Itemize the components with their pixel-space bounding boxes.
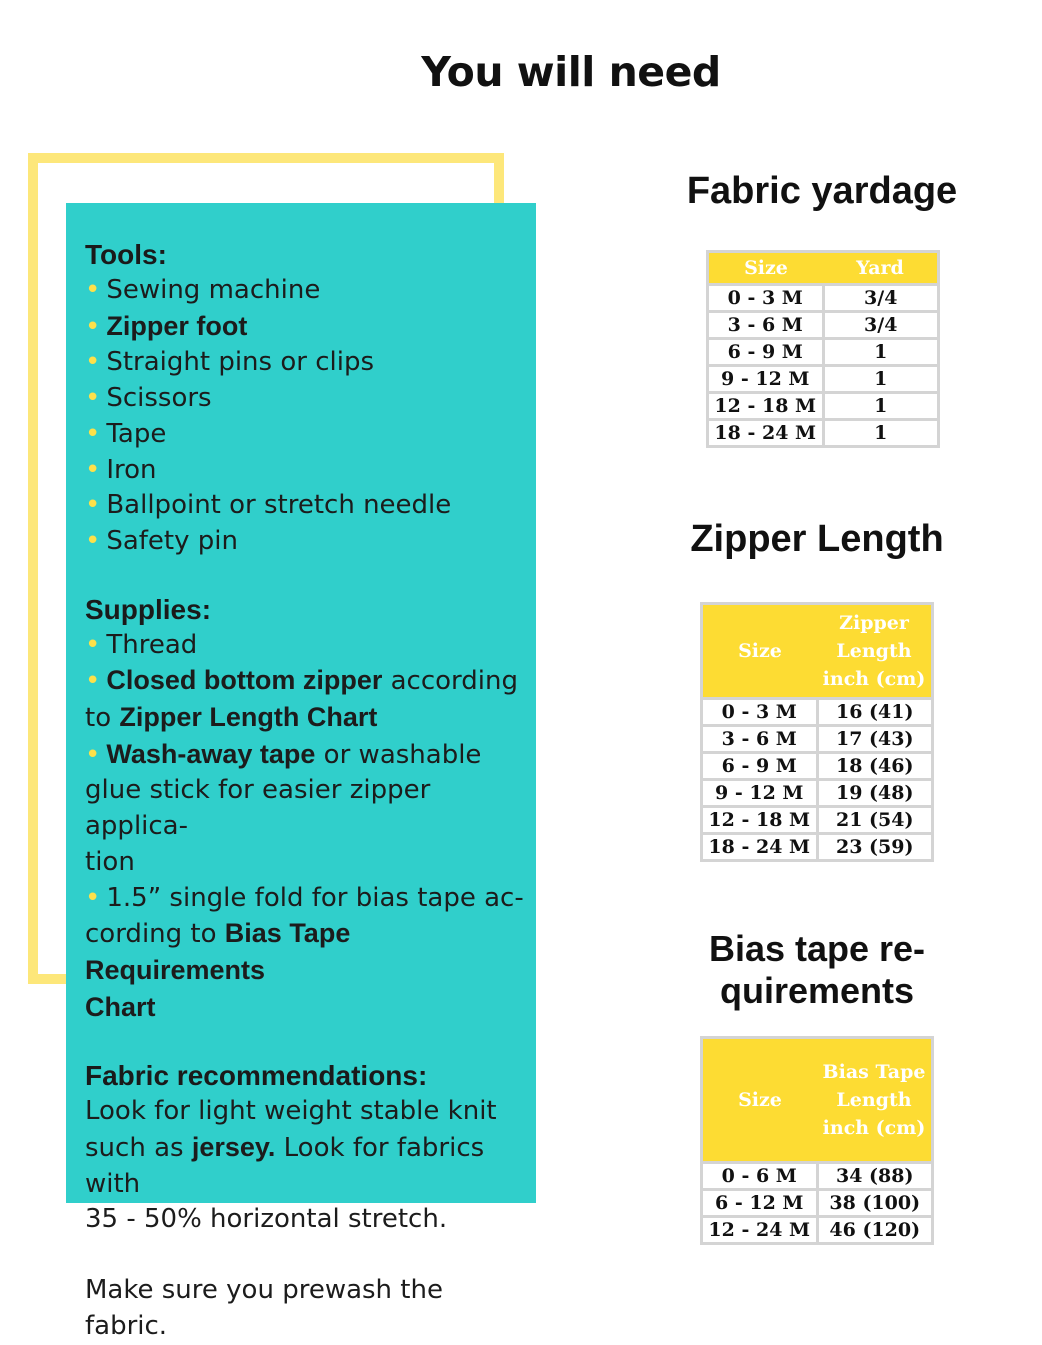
- value-cell: 3/4: [823, 285, 939, 312]
- zipper-length-title: Zipper Length: [690, 518, 944, 560]
- page-title: You will need: [421, 48, 721, 96]
- size-cell: 9 - 12 M: [702, 780, 818, 807]
- size-cell: 6 - 9 M: [702, 753, 818, 780]
- header-line: Bias Tape: [822, 1061, 926, 1083]
- title-line: quirements: [719, 970, 915, 1011]
- fabric-recommendation-text: [85, 1094, 526, 1238]
- bullet-icon: •: [85, 525, 101, 556]
- list-item: [85, 309, 526, 346]
- header-line: inch (cm): [822, 1117, 926, 1139]
- rec-line: such as: [85, 1133, 192, 1164]
- list-item: [85, 524, 526, 560]
- table-row: [708, 339, 939, 366]
- table-row: [708, 366, 939, 393]
- tool-label: Straight pins or clips: [106, 347, 374, 378]
- value-cell: 19 (48): [817, 780, 933, 807]
- supply-text: glue stick for easier zipper applica-: [85, 775, 431, 842]
- value-cell: 17 (43): [817, 726, 933, 753]
- rec-line: 35 - 50% horizontal stretch.: [85, 1204, 448, 1235]
- table-body: [702, 1163, 933, 1244]
- value-cell: 18 (46): [817, 753, 933, 780]
- rec-line: Look for fabrics with: [85, 1133, 485, 1199]
- size-cell: 0 - 6 M: [702, 1163, 818, 1190]
- supply-text: 1.5” single fold for bias tape ac-: [106, 882, 524, 913]
- table-row: [702, 726, 933, 753]
- title-line: Bias tape re-: [708, 928, 926, 969]
- tool-label: Zipper foot: [106, 310, 248, 341]
- column-header-length: [817, 1038, 933, 1163]
- column-header-length: [817, 604, 933, 699]
- bullet-icon: •: [85, 739, 101, 770]
- bullet-icon: •: [85, 275, 101, 305]
- rec-bold: jersey.: [191, 1132, 276, 1163]
- table-row: [702, 1217, 933, 1244]
- supply-bold: Chart: [85, 991, 156, 1022]
- list-item: [85, 345, 526, 381]
- size-cell: 12 - 18 M: [702, 807, 818, 834]
- tool-label: Ballpoint or stretch needle: [106, 490, 452, 521]
- requirements-panel: [66, 203, 536, 1341]
- table-row: [702, 834, 933, 861]
- bullet-icon: •: [85, 666, 101, 697]
- bullet-icon: •: [85, 311, 101, 342]
- table-row: [702, 780, 933, 807]
- supply-text: cording to: [85, 919, 225, 950]
- rec-line: Look for light weight stable knit: [85, 1096, 497, 1127]
- tool-label: Tape: [106, 418, 167, 449]
- value-cell: 1: [823, 339, 939, 366]
- size-cell: 18 - 24 M: [702, 834, 818, 861]
- table-row: [708, 393, 939, 420]
- header-line: Length: [836, 640, 912, 662]
- list-item: [85, 273, 526, 309]
- size-cell: 0 - 3 M: [708, 285, 824, 312]
- prewash-note: Make sure you prewash the fabric.: [85, 1275, 443, 1341]
- fabric-recommendations-heading: Fabric recommendations:: [85, 1060, 428, 1092]
- table-header-row: [702, 1038, 933, 1163]
- supply-text: according: [382, 666, 518, 697]
- bias-tape-title: [672, 928, 962, 1012]
- fabric-yardage-table: [706, 250, 940, 448]
- list-item: [85, 881, 526, 1027]
- value-cell: 21 (54): [817, 807, 933, 834]
- table-header-row: [708, 252, 939, 285]
- table-row: [702, 1163, 933, 1190]
- supply-bold: Closed bottom zipper: [106, 665, 383, 696]
- supply-text: to: [85, 703, 120, 734]
- supplies-heading: Supplies:: [85, 593, 212, 625]
- table-body: [702, 699, 933, 861]
- tool-label: Iron: [106, 454, 157, 485]
- value-cell: 1: [823, 393, 939, 420]
- value-cell: 3/4: [823, 312, 939, 339]
- supply-text: tion: [85, 846, 135, 877]
- bias-tape-table: [700, 1036, 934, 1245]
- table-row: [708, 312, 939, 339]
- table-row: [702, 1190, 933, 1217]
- size-cell: 0 - 3 M: [702, 699, 818, 726]
- value-cell: 46 (120): [817, 1217, 933, 1244]
- supply-label: Thread: [106, 629, 198, 660]
- list-item: [85, 663, 526, 736]
- tool-label: Sewing machine: [106, 275, 321, 305]
- value-cell: 16 (41): [817, 699, 933, 726]
- tools-heading: Tools:: [85, 239, 167, 270]
- size-cell: 9 - 12 M: [708, 366, 824, 393]
- bullet-icon: •: [85, 347, 101, 378]
- list-item: [85, 453, 526, 489]
- value-cell: 1: [823, 420, 939, 447]
- bullet-icon: •: [85, 882, 101, 913]
- size-cell: 6 - 9 M: [708, 339, 824, 366]
- table-row: [702, 807, 933, 834]
- table-row: [708, 285, 939, 312]
- bullet-icon: •: [85, 490, 101, 521]
- list-item: [85, 737, 526, 881]
- table-header-row: [702, 604, 933, 699]
- size-cell: 12 - 18 M: [708, 393, 824, 420]
- size-cell: 3 - 6 M: [708, 312, 824, 339]
- list-item: [85, 417, 526, 453]
- size-cell: 12 - 24 M: [702, 1217, 818, 1244]
- column-header-size: Size: [708, 252, 824, 285]
- bullet-icon: •: [85, 418, 101, 449]
- supply-bold: Bias Tape Requirements: [85, 918, 351, 985]
- value-cell: 38 (100): [817, 1190, 933, 1217]
- fabric-yardage-title: Fabric yardage: [686, 170, 958, 212]
- size-cell: 3 - 6 M: [702, 726, 818, 753]
- tool-label: Scissors: [106, 383, 212, 414]
- table-row: [702, 753, 933, 780]
- column-header-size: Size: [702, 604, 818, 699]
- value-cell: 1: [823, 366, 939, 393]
- tools-list: [85, 273, 526, 560]
- header-line: Length: [836, 1089, 912, 1111]
- list-item: [85, 628, 526, 664]
- header-line: inch (cm): [822, 668, 926, 690]
- bullet-icon: •: [85, 383, 101, 414]
- column-header-size: Size: [702, 1038, 818, 1163]
- supply-bold: Wash-away tape: [106, 738, 316, 769]
- table-row: [708, 420, 939, 447]
- tool-label: Safety pin: [106, 525, 238, 556]
- supply-text: or washable: [315, 739, 482, 770]
- bullet-icon: •: [85, 629, 101, 660]
- zipper-length-table: [700, 602, 934, 862]
- supplies-list: [85, 628, 526, 1027]
- size-cell: 18 - 24 M: [708, 420, 824, 447]
- value-cell: 34 (88): [817, 1163, 933, 1190]
- supply-bold: Zipper Length Chart: [119, 702, 378, 733]
- value-cell: 23 (59): [817, 834, 933, 861]
- bullet-icon: •: [85, 454, 101, 485]
- header-line: Zipper: [839, 612, 909, 634]
- list-item: [85, 488, 526, 524]
- list-item: [85, 381, 526, 417]
- size-cell: 6 - 12 M: [702, 1190, 818, 1217]
- table-body: [708, 285, 939, 447]
- column-header-yard: Yard: [823, 252, 939, 285]
- table-row: [702, 699, 933, 726]
